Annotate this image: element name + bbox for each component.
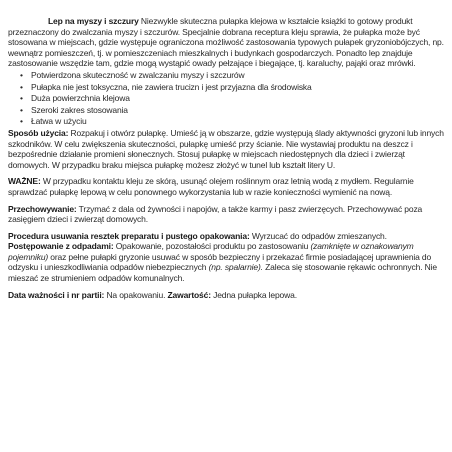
storage-label: Przechowywanie:	[8, 203, 77, 214]
date-text: Na opakowaniu.	[104, 289, 168, 300]
warning-text: W przypadku kontaktu kleju ze skórą, usunąć olejem roślinnym oraz letnią wodą z mydłem. Regularnie sprawdzać pułapkę lepową w celu ponownego wykorzystania lub w razie konieczności wymienić na nową.	[8, 176, 414, 197]
feature-item: • Duża powierzchnia klejowa	[18, 93, 448, 105]
usage-text: Rozpakuj i otwórz pułapkę. Umieść ją w obszarze, gdzie występują ślady aktywności gryzoni lub innych szkodników. W celu zwiększenia skuteczności, pułapkę umieść przy ścianie. Nie wystawiaj produktu na deszcz i bezpośrednie działanie promieni słonecznych. Stosuj pułapkę w miejscach niedostępnych dla dzieci i zwierząt domowych. W przypadku braku miejsca pułapkę możesz złożyć w tunel lub kształt litery U.	[8, 127, 444, 170]
contents-label: Zawartość:	[167, 289, 211, 300]
waste-section	[8, 241, 448, 283]
product-title: Lep na myszy i szczury	[48, 16, 139, 26]
feature-item: • Pułapka nie jest toksyczna, nie zawiera trucizn i jest przyjazna dla środowiska	[18, 82, 448, 94]
waste-text: oraz pełne pułapki gryzonie usuwać w sposób bezpieczny i przekazać firmie posiadającej uprawnienia do odzysku i unieszkodliwiania odpadów niebezpiecznych	[8, 251, 432, 273]
warning-label: WAŻNE:	[8, 176, 41, 187]
product-description	[8, 16, 448, 300]
usage-section	[8, 128, 448, 170]
intro-paragraph	[8, 16, 448, 69]
feature-item: • Szeroki zakres stosowania	[18, 105, 448, 117]
feature-item: • Potwierdzona skuteczność w zwalczaniu myszy i szczurów	[18, 70, 448, 82]
waste-note: (np. spalarnie).	[208, 262, 263, 273]
warning-section	[8, 176, 448, 197]
waste-label: Postępowanie z odpadami:	[8, 241, 114, 252]
usage-label: Sposób użycia:	[8, 127, 69, 138]
removal-section	[8, 231, 448, 242]
feature-list	[8, 70, 448, 128]
date-label: Data ważności i nr partii:	[8, 289, 105, 300]
intro-text: Niezwykle skuteczna pułapka klejowa w kształcie książki to gotowy produkt przeznaczony do zwalczania myszy i szczurów. Specjalnie dobrana receptura kleju sprawia, że pułapka może być stosowana w miejscach, gdzie występuje ograniczona możliwość zastosowania typowych pułapek gryzoniobójczych, np. wewnątrz pomieszczeń, tj. w pomieszczeniach mieszkalnych i budynkach gospodarczych. Ponadto lep znajduje zastosowanie wszędzie tam, gdzie mogą wystąpić owady pełzające i biegające, tj. karaluchy, pająki oraz mrówki.	[8, 16, 444, 69]
waste-text: Opakowanie, pozostałości produktu po zastosowaniu	[113, 241, 311, 252]
footer-line	[8, 290, 448, 301]
removal-label: Procedura usuwania resztek preparatu i pustego opakowania:	[8, 230, 250, 241]
storage-section	[8, 204, 448, 225]
storage-text: Trzymać z dala od żywności i napojów, a także karmy i pasz zwierzęcych. Przechowywać poza zasięgiem dzieci i zwierząt domowych.	[8, 203, 423, 225]
waste-note: (zamknięte w oznakowanym pojemniku)	[8, 241, 414, 262]
removal-text: Wyrzucać do odpadów zmieszanych.	[249, 230, 387, 241]
waste-text: Zaleca się stosowanie rękawic ochronnych. Nie mieszać ze strumieniem odpadów komunalnych.	[8, 262, 437, 284]
contents-text: Jedna pułapka lepowa.	[210, 289, 297, 300]
feature-item: • Łatwa w użyciu	[18, 116, 448, 128]
